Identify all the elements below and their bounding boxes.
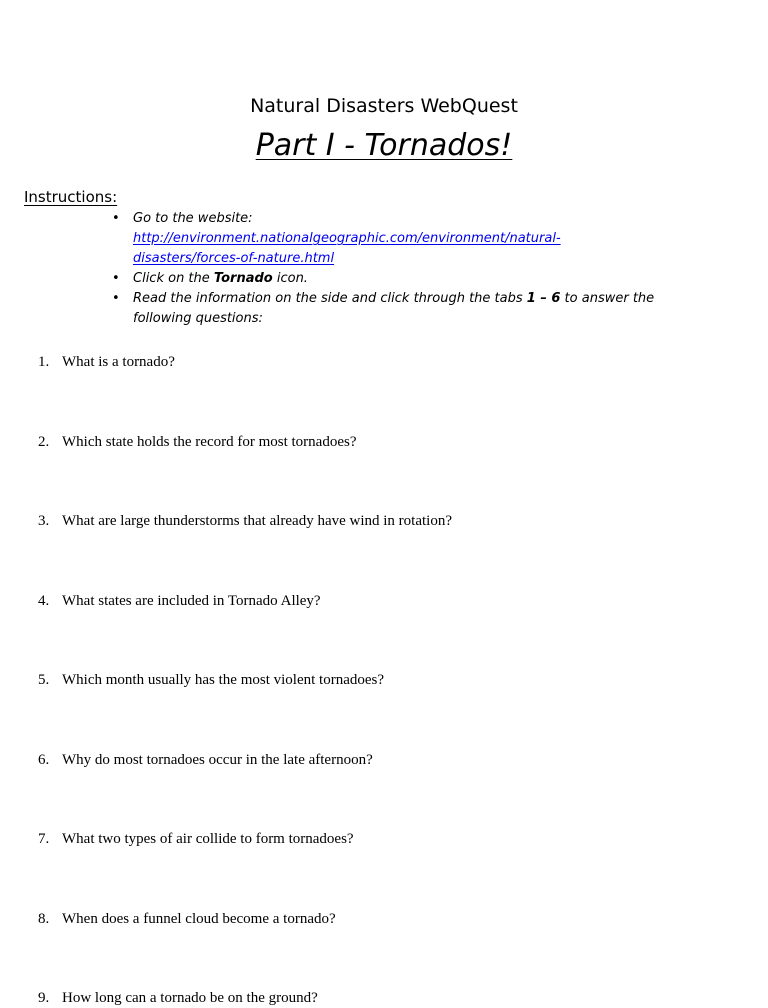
instruction-text: Go to the website:	[133, 211, 253, 226]
question-text: When does a funnel cloud become a tornado?	[62, 911, 336, 927]
question-text: Which state holds the record for most tornadoes?	[62, 434, 357, 450]
instruction-text: to answer the following questions:	[133, 291, 655, 326]
question-number: 8.	[38, 911, 50, 927]
question-number: 4.	[38, 593, 50, 609]
question-text: Why do most tornadoes occur in the late afternoon?	[62, 752, 373, 768]
instruction-text: Read the information on the side and click through the tabs	[133, 291, 527, 306]
instruction-item-read-tabs	[0, 289, 768, 329]
question-item	[38, 511, 452, 531]
question-item	[38, 591, 321, 611]
question-item	[38, 352, 175, 372]
bullet-icon: •	[112, 271, 120, 286]
question-item	[38, 829, 354, 849]
question-text: What is a tornado?	[62, 354, 175, 370]
question-number: 5.	[38, 672, 50, 688]
question-number: 3.	[38, 513, 50, 529]
question-text: Which month usually has the most violent tornadoes?	[62, 672, 385, 688]
instructions-list	[0, 209, 768, 329]
instruction-item-click-tornado	[0, 269, 768, 289]
question-text: What states are included in Tornado Alley?	[62, 593, 321, 609]
instructions-heading: Instructions:	[24, 188, 118, 206]
question-number: 6.	[38, 752, 50, 768]
instruction-text: icon.	[272, 271, 308, 286]
question-item	[38, 432, 357, 452]
question-item	[38, 909, 336, 929]
question-number: 7.	[38, 831, 50, 847]
bullet-icon: •	[112, 291, 120, 306]
question-number: 1.	[38, 354, 50, 370]
page-subtitle: Part I - Tornados!	[255, 128, 513, 163]
page-title: Natural Disasters WebQuest	[250, 95, 518, 117]
website-link[interactable]: http://environment.nationalgeographic.com/environment/natural-disasters/forces-of-nature.html	[133, 231, 561, 266]
question-text: How long can a tornado be on the ground?	[62, 990, 318, 1006]
instruction-strong-text: Tornado	[213, 271, 273, 286]
question-item	[38, 750, 373, 770]
instruction-strong-text: 1 – 6	[526, 291, 561, 306]
question-number: 2.	[38, 434, 50, 450]
question-text: What two types of air collide to form tornadoes?	[62, 831, 354, 847]
question-item	[38, 670, 384, 690]
question-item	[38, 988, 318, 1008]
question-number: 9.	[38, 990, 50, 1006]
question-text: What are large thunderstorms that already have wind in rotation?	[62, 513, 452, 529]
instruction-text: Click on the	[133, 271, 214, 286]
bullet-icon: •	[112, 211, 120, 226]
instruction-item-website	[0, 209, 768, 269]
